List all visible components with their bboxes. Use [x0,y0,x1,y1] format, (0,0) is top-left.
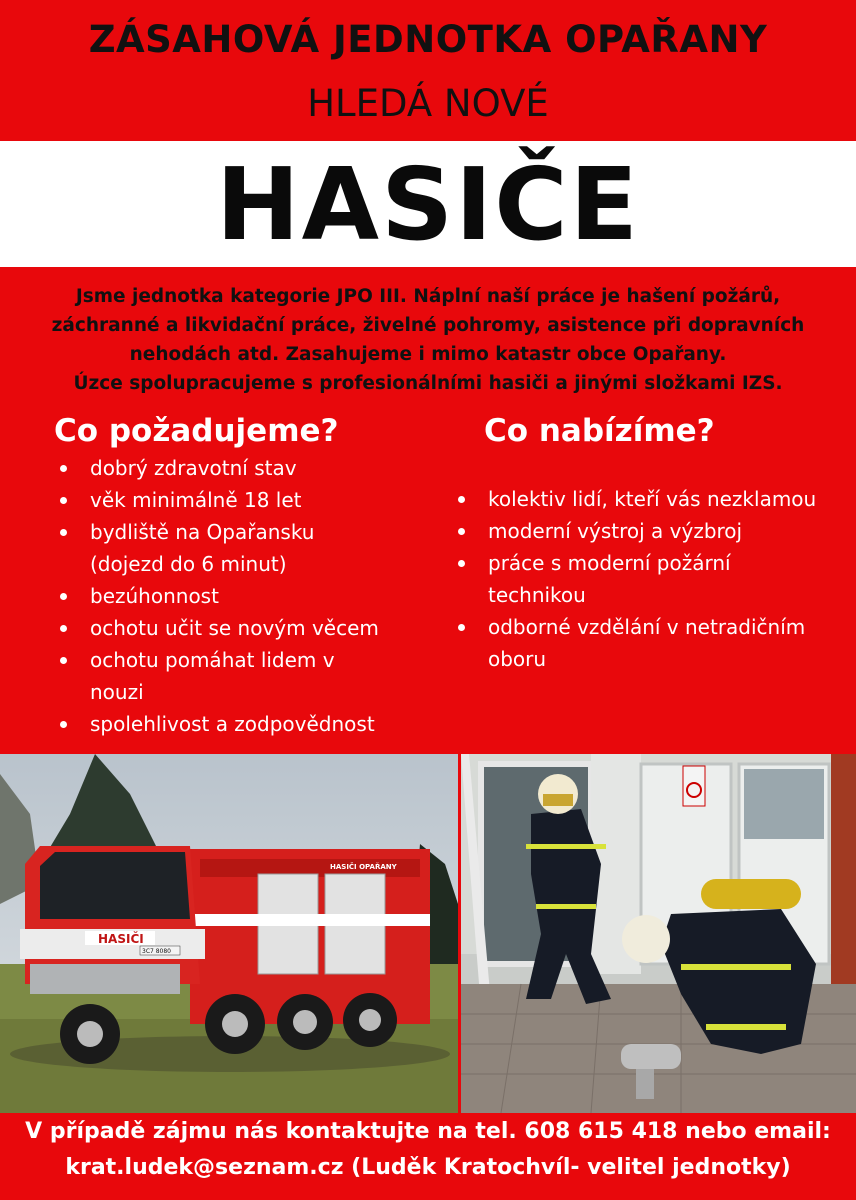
list-item: ochotu učit se novým věcem [54,612,414,644]
list-item: práce s moderní požární technikou [452,547,788,611]
intro-line: záchranné a likvidační práce, živelné pohromy, asistence při dopravních [51,315,805,336]
list-item: kolektiv lidí, kteří vás nezklamou [452,483,852,515]
intro-line: Jsme jednotka kategorie JPO III. Náplní naší práce je hašení požárů, [75,286,781,307]
firefighters-photo [461,754,856,1113]
list-item: věk minimálně 18 let [54,484,414,516]
requirements-list [54,452,414,740]
big-title: HASIČE [215,146,640,263]
fire-truck-photo [0,754,458,1113]
list-item: spolehlivost a zodpovědnost [54,708,414,740]
photos [0,754,856,1113]
requirements-heading: Co požadujeme? [54,413,339,449]
offers-heading: Co nabízíme? [484,413,715,449]
offers-list [452,483,852,675]
header-subtitle: HLEDÁ NOVÉ [307,82,549,125]
list-item: dobrý zdravotní stav [54,452,414,484]
intro-text [6,282,850,398]
intro-line: nehodách atd. Zasahujeme i mimo katastr obce Opařany. [129,344,727,365]
contact-line: V případě zájmu nás kontaktujte na tel. 608 615 418 nebo email: [25,1119,831,1144]
truck-plate: 3C7 8080 [142,948,172,955]
list-item: bydliště na Opařansku (dojezd do 6 minut) [54,516,360,580]
contact-line: krat.ludek@seznam.cz (Luděk Kratochvíl- velitel jednotky) [65,1155,791,1180]
intro-line: Úzce spolupracujeme s profesionálními hasiči a jinými složkami IZS. [73,373,783,394]
list-item: odborné vzdělání v netradičním oboru [452,611,856,675]
truck-body-label: HASIČI OPAŘANY [330,863,397,871]
list-item: ochotu pomáhat lidem v nouzi [54,644,360,708]
truck-cab-label: HASIČI [98,932,144,946]
contact-info [0,1114,856,1186]
header-title: ZÁSAHOVÁ JEDNOTKA OPAŘANY [88,18,768,61]
list-item: moderní výstroj a výzbroj [452,515,852,547]
list-item: bezúhonnost [54,580,414,612]
